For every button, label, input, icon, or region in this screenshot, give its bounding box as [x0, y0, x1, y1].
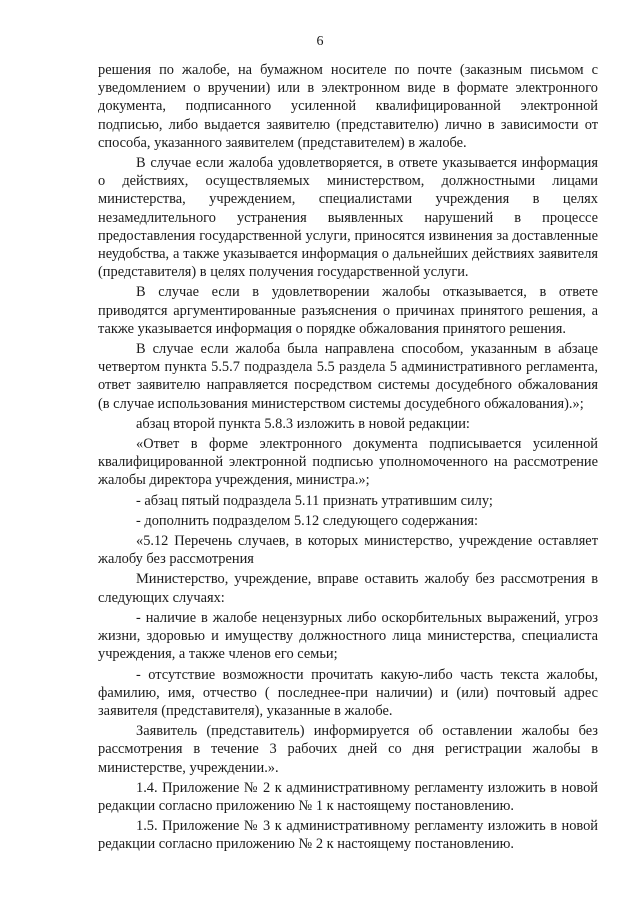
paragraph-clause-5-8-3: абзац второй пункта 5.8.3 изложить в новой редакции: — [136, 415, 470, 432]
page-number: 6 — [316, 34, 324, 49]
paragraph-decision-delivery: решения по жалобе, на бумажном носителе по почте (заказным письмом с уведомлением о вручении) или в электронном виде в формате электронного документа, подписанного усиленной квалифицированной электронной подписью, либо выдается заявителю (представителю) лично в зависимости от способа, указанного заявителем (представителем) в жалобе. — [98, 62, 598, 151]
paragraph-applicant-informed: Заявитель (представитель) информируется об оставлении жалобы без рассмотрения в течение 3 рабочих дней со дня регистрации жалобы в министерстве, учреждении.». — [98, 723, 598, 776]
paragraph-complaint-refused: В случае если в удовлетворении жалобы отказывается, в ответе приводятся аргументированные разъяснения о причинах принятого решения, а также указывается информация о порядке обжалования принятого решения. — [98, 284, 598, 337]
document-body — [98, 61, 598, 856]
paragraph-complaint-satisfied: В случае если жалоба удовлетворяется, в ответе указывается информация о действиях, осуществляемых министерством, должностными лицами министерства, учреждением, специалистами учреждения в целях незамедлительного устранения выявленных нарушений в процессе предоставления государственной услуги, приносятся извинения за доставленные неудобства, а также указывается информация о дальнейших действиях заявителя (представителя) в целях получения государственной услуги. — [98, 155, 598, 281]
paragraph-pretrial-system: В случае если жалоба была направлена способом, указанным в абзаце четвертом пункта 5.5.7 подраздела 5.5 раздела 5 административного регламента, ответ заявителю направляется посредством системы досудебного обжалования (в случае использования министерством системы досудебного обжалования).»; — [98, 341, 598, 412]
paragraph-item-1-4: 1.4. Приложение № 2 к административному регламенту изложить в новой редакции согласно приложению № 1 к настоящему постановлению. — [98, 779, 598, 814]
paragraph-5-12-heading: «5.12 Перечень случаев, в которых министерство, учреждение оставляет жалобу без рассмотрения — [98, 533, 598, 568]
paragraph-item-1-5: 1.5. Приложение № 3 к административному регламенту изложить в новой редакции согласно приложению № 2 к настоящему постановлению. — [98, 818, 598, 853]
paragraph-electronic-answer: «Ответ в форме электронного документа подписывается усиленной квалифицированной электронной подписью уполномоченного на рассмотрение жалобы директора учреждения, министра.»; — [98, 436, 598, 489]
paragraph-add-5-12: - дополнить подразделом 5.12 следующего содержания: — [136, 512, 479, 529]
paragraph-obscene-language: - наличие в жалобе нецензурных либо оскорбительных выражений, угроз жизни, здоровью и имуществу должностного лица министерства, специалиста учреждения, а также членов его семьи; — [98, 609, 598, 663]
paragraph-unreadable-text: - отсутствие возможности прочитать какую-либо часть текста жалобы, фамилию, имя, отчество ( последнее-при наличии) и (или) почтовый адрес заявителя (представителя), указанные в жалобе. — [98, 666, 598, 719]
paragraph-leave-without-review: Министерство, учреждение, вправе оставить жалобу без рассмотрения в следующих случаях: — [98, 571, 598, 606]
paragraph-5-11-invalid: - абзац пятый подраздела 5.11 признать утратившим силу; — [136, 492, 493, 509]
